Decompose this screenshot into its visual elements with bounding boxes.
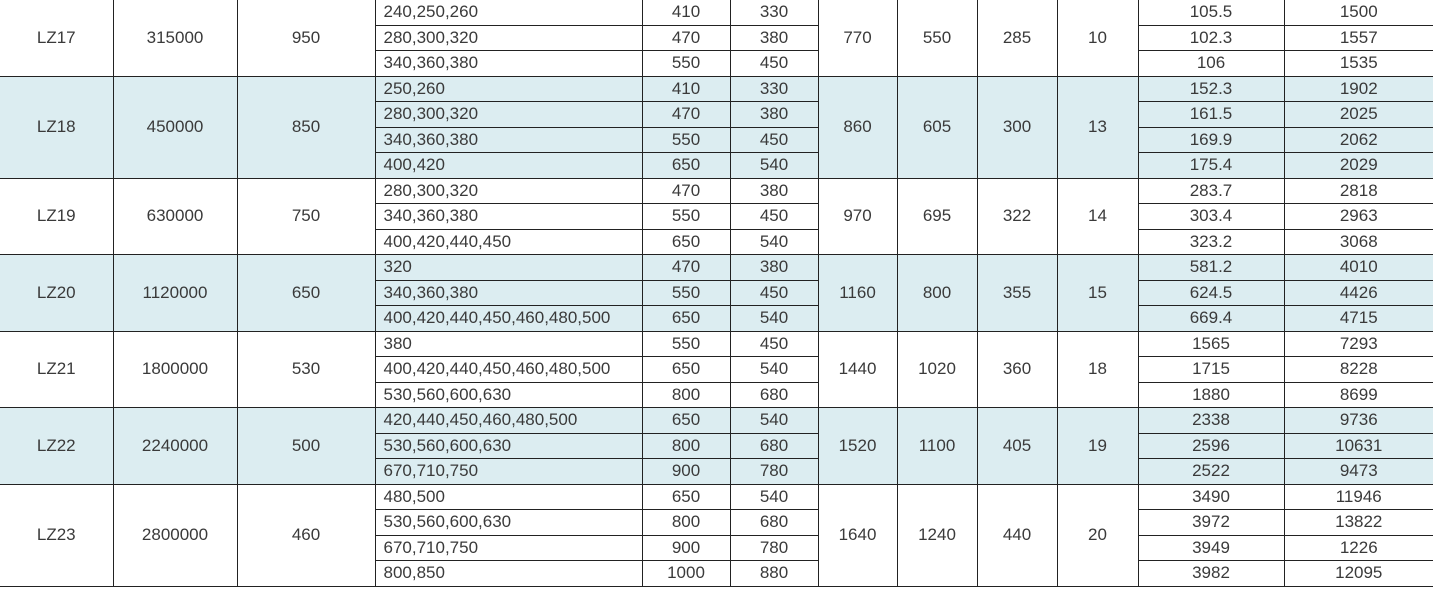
model-cell: LZ20 bbox=[0, 255, 113, 332]
mass-cell: 3490 bbox=[1138, 484, 1284, 510]
length-l-cell: 540 bbox=[730, 408, 818, 434]
table-row bbox=[0, 0, 1433, 25]
mass-cell: 169.9 bbox=[1138, 127, 1284, 153]
length-l1-cell: 650 bbox=[642, 153, 730, 179]
bore-cell: 280,300,320 bbox=[375, 25, 642, 51]
length-l-cell: 780 bbox=[730, 535, 818, 561]
diameter-d1-cell: 1240 bbox=[897, 484, 977, 586]
speed-cell: 850 bbox=[237, 76, 375, 178]
length-l1-cell: 550 bbox=[642, 51, 730, 77]
table-row bbox=[0, 76, 1433, 102]
mass-cell: 323.2 bbox=[1138, 229, 1284, 255]
mass-cell: 1565 bbox=[1138, 331, 1284, 357]
bore-cell: 400,420 bbox=[375, 153, 642, 179]
inertia-cell: 3068 bbox=[1284, 229, 1433, 255]
torque-cell: 2240000 bbox=[113, 408, 237, 485]
bore-cell: 340,360,380 bbox=[375, 51, 642, 77]
torque-cell: 630000 bbox=[113, 178, 237, 255]
inertia-cell: 1226 bbox=[1284, 535, 1433, 561]
length-l-cell: 380 bbox=[730, 255, 818, 281]
length-l-cell: 680 bbox=[730, 382, 818, 408]
speed-cell: 950 bbox=[237, 0, 375, 76]
speed-cell: 750 bbox=[237, 178, 375, 255]
length-l-cell: 380 bbox=[730, 178, 818, 204]
mass-cell: 3949 bbox=[1138, 535, 1284, 561]
gap-s-cell: 14 bbox=[1057, 178, 1138, 255]
inertia-cell: 1535 bbox=[1284, 51, 1433, 77]
length-l-cell: 450 bbox=[730, 127, 818, 153]
table-row bbox=[0, 178, 1433, 204]
diameter-d-cell: 1440 bbox=[818, 331, 897, 408]
length-l1-cell: 800 bbox=[642, 433, 730, 459]
mass-cell: 283.7 bbox=[1138, 178, 1284, 204]
model-cell: LZ22 bbox=[0, 408, 113, 485]
length-l-cell: 380 bbox=[730, 102, 818, 128]
bore-cell: 530,560,600,630 bbox=[375, 433, 642, 459]
inertia-cell: 8228 bbox=[1284, 357, 1433, 383]
mass-cell: 102.3 bbox=[1138, 25, 1284, 51]
inertia-cell: 4426 bbox=[1284, 280, 1433, 306]
length-l-cell: 450 bbox=[730, 280, 818, 306]
speed-cell: 650 bbox=[237, 255, 375, 332]
length-l-cell: 330 bbox=[730, 0, 818, 25]
mass-cell: 3972 bbox=[1138, 510, 1284, 536]
model-cell: LZ19 bbox=[0, 178, 113, 255]
diameter-d-cell: 860 bbox=[818, 76, 897, 178]
width-b-cell: 405 bbox=[977, 408, 1057, 485]
length-l1-cell: 650 bbox=[642, 229, 730, 255]
length-l1-cell: 900 bbox=[642, 535, 730, 561]
speed-cell: 530 bbox=[237, 331, 375, 408]
inertia-cell: 9473 bbox=[1284, 459, 1433, 485]
bore-cell: 280,300,320 bbox=[375, 178, 642, 204]
length-l1-cell: 900 bbox=[642, 459, 730, 485]
inertia-cell: 13822 bbox=[1284, 510, 1433, 536]
bore-cell: 320 bbox=[375, 255, 642, 281]
bore-cell: 530,560,600,630 bbox=[375, 382, 642, 408]
diameter-d-cell: 1160 bbox=[818, 255, 897, 332]
torque-cell: 1120000 bbox=[113, 255, 237, 332]
torque-cell: 1800000 bbox=[113, 331, 237, 408]
length-l1-cell: 550 bbox=[642, 331, 730, 357]
mass-cell: 669.4 bbox=[1138, 306, 1284, 332]
bore-cell: 340,360,380 bbox=[375, 280, 642, 306]
diameter-d1-cell: 550 bbox=[897, 0, 977, 76]
gap-s-cell: 15 bbox=[1057, 255, 1138, 332]
model-cell: LZ21 bbox=[0, 331, 113, 408]
length-l-cell: 880 bbox=[730, 561, 818, 587]
length-l-cell: 780 bbox=[730, 459, 818, 485]
length-l1-cell: 800 bbox=[642, 510, 730, 536]
inertia-cell: 8699 bbox=[1284, 382, 1433, 408]
mass-cell: 105.5 bbox=[1138, 0, 1284, 25]
length-l1-cell: 650 bbox=[642, 357, 730, 383]
length-l-cell: 680 bbox=[730, 510, 818, 536]
diameter-d1-cell: 800 bbox=[897, 255, 977, 332]
diameter-d-cell: 970 bbox=[818, 178, 897, 255]
mass-cell: 161.5 bbox=[1138, 102, 1284, 128]
gap-s-cell: 20 bbox=[1057, 484, 1138, 586]
width-b-cell: 440 bbox=[977, 484, 1057, 586]
length-l1-cell: 650 bbox=[642, 306, 730, 332]
mass-cell: 3982 bbox=[1138, 561, 1284, 587]
diameter-d1-cell: 695 bbox=[897, 178, 977, 255]
diameter-d-cell: 770 bbox=[818, 0, 897, 76]
bore-cell: 800,850 bbox=[375, 561, 642, 587]
model-cell: LZ23 bbox=[0, 484, 113, 586]
model-cell: LZ18 bbox=[0, 76, 113, 178]
bore-cell: 340,360,380 bbox=[375, 204, 642, 230]
model-cell: LZ17 bbox=[0, 0, 113, 76]
gap-s-cell: 18 bbox=[1057, 331, 1138, 408]
length-l-cell: 680 bbox=[730, 433, 818, 459]
table-row bbox=[0, 484, 1433, 510]
length-l1-cell: 800 bbox=[642, 382, 730, 408]
bore-cell: 400,420,440,450 bbox=[375, 229, 642, 255]
length-l1-cell: 650 bbox=[642, 408, 730, 434]
inertia-cell: 4010 bbox=[1284, 255, 1433, 281]
mass-cell: 106 bbox=[1138, 51, 1284, 77]
bore-cell: 480,500 bbox=[375, 484, 642, 510]
inertia-cell: 12095 bbox=[1284, 561, 1433, 587]
mass-cell: 2338 bbox=[1138, 408, 1284, 434]
inertia-cell: 2029 bbox=[1284, 153, 1433, 179]
bore-cell: 340,360,380 bbox=[375, 127, 642, 153]
bore-cell: 530,560,600,630 bbox=[375, 510, 642, 536]
length-l-cell: 540 bbox=[730, 484, 818, 510]
mass-cell: 581.2 bbox=[1138, 255, 1284, 281]
mass-cell: 152.3 bbox=[1138, 76, 1284, 102]
inertia-cell: 1557 bbox=[1284, 25, 1433, 51]
length-l-cell: 330 bbox=[730, 76, 818, 102]
length-l1-cell: 550 bbox=[642, 204, 730, 230]
length-l1-cell: 470 bbox=[642, 25, 730, 51]
width-b-cell: 285 bbox=[977, 0, 1057, 76]
inertia-cell: 4715 bbox=[1284, 306, 1433, 332]
width-b-cell: 300 bbox=[977, 76, 1057, 178]
width-b-cell: 360 bbox=[977, 331, 1057, 408]
mass-cell: 1880 bbox=[1138, 382, 1284, 408]
bore-cell: 380 bbox=[375, 331, 642, 357]
torque-cell: 315000 bbox=[113, 0, 237, 76]
length-l1-cell: 650 bbox=[642, 484, 730, 510]
length-l-cell: 540 bbox=[730, 306, 818, 332]
length-l-cell: 450 bbox=[730, 51, 818, 77]
diameter-d-cell: 1640 bbox=[818, 484, 897, 586]
gap-s-cell: 19 bbox=[1057, 408, 1138, 485]
table-row bbox=[0, 408, 1433, 434]
length-l1-cell: 410 bbox=[642, 0, 730, 25]
width-b-cell: 322 bbox=[977, 178, 1057, 255]
diameter-d-cell: 1520 bbox=[818, 408, 897, 485]
diameter-d1-cell: 1020 bbox=[897, 331, 977, 408]
inertia-cell: 1500 bbox=[1284, 0, 1433, 25]
bore-cell: 240,250,260 bbox=[375, 0, 642, 25]
length-l-cell: 380 bbox=[730, 25, 818, 51]
inertia-cell: 10631 bbox=[1284, 433, 1433, 459]
inertia-cell: 1902 bbox=[1284, 76, 1433, 102]
length-l-cell: 450 bbox=[730, 331, 818, 357]
length-l1-cell: 550 bbox=[642, 127, 730, 153]
bore-cell: 400,420,440,450,460,480,500 bbox=[375, 306, 642, 332]
mass-cell: 2596 bbox=[1138, 433, 1284, 459]
length-l1-cell: 470 bbox=[642, 255, 730, 281]
length-l-cell: 450 bbox=[730, 204, 818, 230]
mass-cell: 175.4 bbox=[1138, 153, 1284, 179]
length-l-cell: 540 bbox=[730, 153, 818, 179]
mass-cell: 303.4 bbox=[1138, 204, 1284, 230]
bore-cell: 670,710,750 bbox=[375, 535, 642, 561]
torque-cell: 2800000 bbox=[113, 484, 237, 586]
inertia-cell: 9736 bbox=[1284, 408, 1433, 434]
length-l1-cell: 470 bbox=[642, 102, 730, 128]
bore-cell: 280,300,320 bbox=[375, 102, 642, 128]
length-l1-cell: 1000 bbox=[642, 561, 730, 587]
table-row bbox=[0, 331, 1433, 357]
width-b-cell: 355 bbox=[977, 255, 1057, 332]
speed-cell: 460 bbox=[237, 484, 375, 586]
inertia-cell: 2062 bbox=[1284, 127, 1433, 153]
speed-cell: 500 bbox=[237, 408, 375, 485]
length-l-cell: 540 bbox=[730, 229, 818, 255]
inertia-cell: 2818 bbox=[1284, 178, 1433, 204]
gap-s-cell: 13 bbox=[1057, 76, 1138, 178]
length-l1-cell: 550 bbox=[642, 280, 730, 306]
torque-cell: 450000 bbox=[113, 76, 237, 178]
mass-cell: 1715 bbox=[1138, 357, 1284, 383]
mass-cell: 2522 bbox=[1138, 459, 1284, 485]
bore-cell: 400,420,440,450,460,480,500 bbox=[375, 357, 642, 383]
length-l1-cell: 410 bbox=[642, 76, 730, 102]
diameter-d1-cell: 1100 bbox=[897, 408, 977, 485]
mass-cell: 624.5 bbox=[1138, 280, 1284, 306]
bore-cell: 250,260 bbox=[375, 76, 642, 102]
table-row bbox=[0, 255, 1433, 281]
length-l-cell: 540 bbox=[730, 357, 818, 383]
inertia-cell: 11946 bbox=[1284, 484, 1433, 510]
inertia-cell: 7293 bbox=[1284, 331, 1433, 357]
inertia-cell: 2963 bbox=[1284, 204, 1433, 230]
diameter-d1-cell: 605 bbox=[897, 76, 977, 178]
gap-s-cell: 10 bbox=[1057, 0, 1138, 76]
bore-cell: 670,710,750 bbox=[375, 459, 642, 485]
bore-cell: 420,440,450,460,480,500 bbox=[375, 408, 642, 434]
length-l1-cell: 470 bbox=[642, 178, 730, 204]
inertia-cell: 2025 bbox=[1284, 102, 1433, 128]
